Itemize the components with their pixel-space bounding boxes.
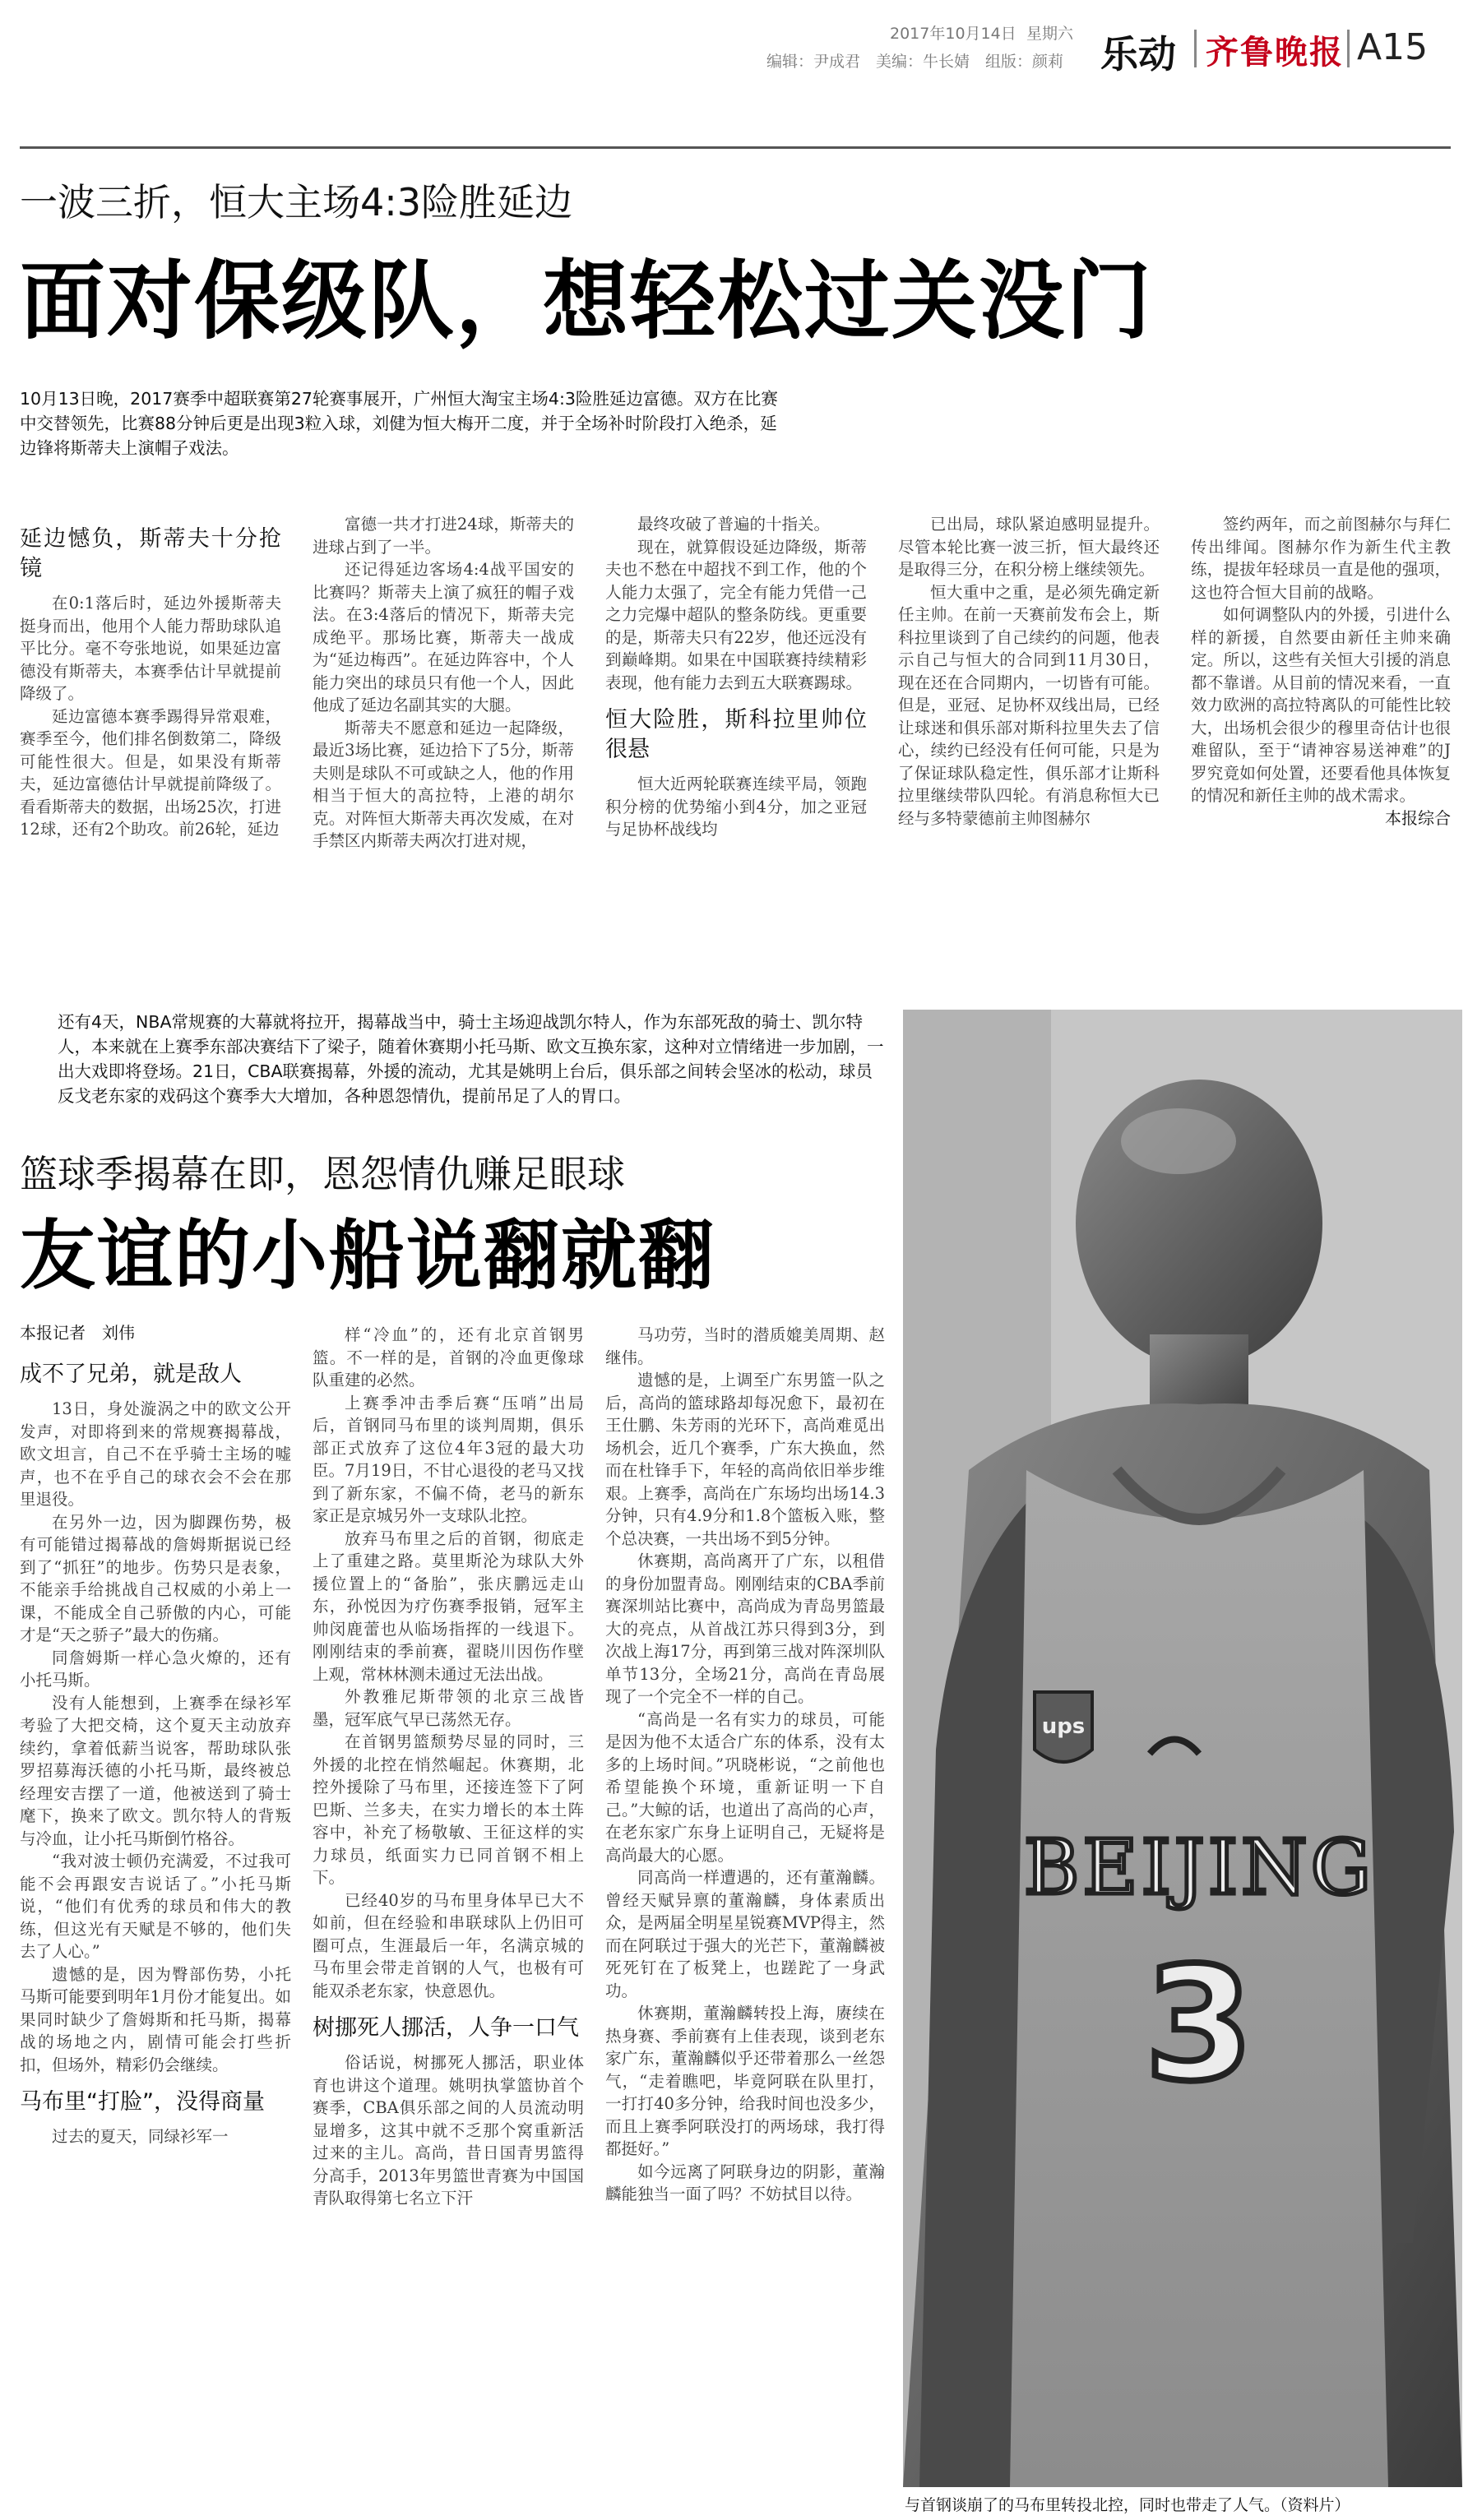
paragraph: 现在，就算假设延边降级，斯蒂夫也不愁在中超找不到工作，他的个人能力太强了，完全有能力凭借一己之力完爆中超队的整条防线。更重要的是，斯蒂夫只有22岁，他还远没有到巅峰期。如果在中国联赛持续精彩表现，他有能力去到五大联赛踢球。 xyxy=(605,537,867,692)
paragraph: 富德一共才打进24球，斯蒂夫的进球占到了一半。 xyxy=(313,515,574,557)
paragraph: 休赛期，高尚离开了广东，以租借的身份加盟青岛。刚刚结束的CBA季前赛深圳站比赛中，高尚成为青岛男篮最大的亮点，从首战江苏只得到3分，到次战上海17分，再到第三战对阵深圳队单节13分，全场21分，高尚在青岛展现了一个完全不一样的自己。 xyxy=(605,1551,885,1706)
paragraph: 外教雅尼斯带领的北京三战皆墨，冠军底气早已荡然无存。 xyxy=(313,1687,584,1729)
paragraph: 在首钢男篮颓势尽显的同时，三外援的北控在悄然崛起。休赛期，北控外援除了马布里，还接连签下了阿巴斯、兰多夫，在实力增长的本土阵容中，补充了杨敬敏、王征这样的实力球员，纸面实力已同首钢不相上下。 xyxy=(313,1732,584,1887)
subheading: 恒大险胜，斯科拉里帅位很悬 xyxy=(605,707,867,762)
paragraph: “高尚是一名有实力的球员，可能是因为他不太适合广东的体系，没有太多的上场时间。”巩晓彬说，“之前他也希望能换个环境，重新证明一下自己。”大鲸的话，也道出了高尚的心声，在老东家广东身上证明自己，无疑将是高尚最大的心愿。 xyxy=(605,1709,885,1865)
masthead-divider xyxy=(1194,30,1197,67)
paragraph: 延边富德本赛季踢得异常艰难，赛季至今，他们排名倒数第二，降级可能性很大。但是，如果没有斯蒂夫，延边富德估计早就提前降级了。看看斯蒂夫的数据，出场25次，打进12球，还有2个助攻。前26轮，延边 xyxy=(20,706,281,839)
paragraph: 最终攻破了普遍的十指关。 xyxy=(637,515,831,534)
story2-column xyxy=(605,1324,885,2499)
player-illustration xyxy=(903,1010,1462,2487)
subheading: 马布里“打脸”，没得商量 xyxy=(20,2089,265,2115)
paragraph: 在0:1落后时，延边外援斯蒂夫挺身而出，他用个人能力帮助球队追平比分。毫不夸张地说，如果延边富德没有斯蒂夫，本赛季估计早就提前降级了。 xyxy=(20,594,281,703)
paragraph: 同詹姆斯一样心急火燎的，还有小托马斯。 xyxy=(20,1648,291,1690)
paragraph: 遗憾的是，上调至广东男篮一队之后，高尚的篮球路却每况愈下，最初在王仕鹏、朱芳雨的光环下，高尚难觅出场机会，近几个赛季，广东大换血，然而在杜锋手下，年轻的高尚依旧举步维艰。上赛季，高尚在广东场均出场14.3分钟，只有4.9分和1.8个篮板入账，整个总决赛，一共出场不到5分钟。 xyxy=(605,1371,885,1548)
paragraph: 过去的夏天，同绿衫军一 xyxy=(52,2127,229,2146)
story1-column xyxy=(313,513,574,932)
paragraph: 放弃马布里之后的首钢，彻底走上了重建之路。莫里斯沦为球队大外援位置上的“备胎”，张庆鹏远走山东，孙悦因为疗伤赛季报销，冠军主帅闵鹿蕾也从临场指挥的一线退下。刚刚结束的季前赛，翟晓川因伤作壁上观，常林林测未通过无法出战。 xyxy=(313,1528,584,1684)
paragraph: 上赛季冲击季后赛“压哨”出局后，首钢同马布里的谈判周期，俱乐部正式放弃了这位4年3冠的最大功臣。7月19日，不甘心退役的老马又找到了新东家，不偏不倚，老马的新东家正是京城另外一支球队北控。 xyxy=(313,1393,584,1525)
paragraph: “我对波士顿仍充满爱，不过我可能不会再跟安吉说话了。”小托马斯说，“他们有优秀的球员和伟大的教练，但这光有天赋是不够的，他们失去了人心。” xyxy=(20,1852,291,1961)
chest-logo: ups xyxy=(1041,1714,1086,1739)
paragraph: 还记得延边客场4:4战平国安的比赛吗？斯蒂夫上演了疯狂的帽子戏法。在3:4落后的情况下，斯蒂夫完成绝平。那场比赛，斯蒂夫一战成为“延边梅西”。在延边阵容中，个人能力突出的球员只有他一个人，因此他成了延边名副其实的大腿。 xyxy=(313,560,574,714)
story2-column xyxy=(313,1324,584,2499)
issue-weekday: 星期六 xyxy=(1026,25,1074,43)
story2-kicker: 篮球季揭幕在即，恩怨情仇赚足眼球 xyxy=(20,1152,625,1196)
source-credit: 本报综合 xyxy=(1385,807,1451,828)
paragraph: 马功劳，当时的潜质媲美周期、赵继伟。 xyxy=(605,1325,885,1367)
paragraph: 恒大近两轮联赛连续平局，领跑积分榜的优势缩小到4分，加之亚冠与足协杯战线均 xyxy=(605,774,867,839)
paragraph: 如今远离了阿联身边的阴影，董瀚麟能独当一面了吗？不妨拭目以待。 xyxy=(605,2162,885,2203)
masthead-divider xyxy=(1347,30,1350,67)
paragraph: 遗憾的是，因为臀部伤势，小托马斯可能要到明年1月份才能复出。如果同时缺少了詹姆斯和托马斯，揭幕战的场地之内，剧情可能会打些折扣，但场外，精彩仍会继续。 xyxy=(20,1964,291,2074)
paragraph: 没有人能想到，上赛季在绿衫军考验了大把交椅，这个夏天主动放弃续约，拿着低薪当说客，帮助球队张罗招募海沃德的小托马斯，最终被总经理安吉摆了一道，他被送到了骑士麾下，换来了欧文。凯尔特人的背叛与冷血，让小托马斯倒竹格谷。 xyxy=(20,1693,291,1848)
story2-lede: 还有4天，NBA常规赛的大幕就将拉开，揭幕战当中，骑士主场迎战凯尔特人，作为东部死敌的骑士、凯尔特人，本来就在上赛季东部决赛结下了梁子，随着休赛期小托马斯、欧文互换东家，这种对立情绪进一步加剧，一出大戏即将登场。21日，CBA联赛揭幕，外援的流动，尤其是姚明上台后，俱乐部之间转会坚冰的松动，球员反戈老东家的戏码这个赛季大大增加，各种恩怨情仇，提前吊足了人的胃口。 xyxy=(58,1012,884,1106)
paragraph: 13日，身处漩涡之中的欧文公开发声，对即将到来的常规赛揭幕战，欧文坦言，自己不在乎骑士主场的嘘声，也不在乎自己的球衣会不会在那里退役。 xyxy=(20,1399,291,1509)
story1-kicker: 一波三折，恒大主场4:3险胜延边 xyxy=(20,180,573,224)
story1-column xyxy=(605,513,867,932)
story2-headline: 友谊的小船说翻就翻 xyxy=(20,1212,716,1300)
paragraph: 如何调整队内的外援，引进什么样的新援，自然要由新任主帅来确定。所以，这些有关恒大引援的消息都不靠谱。从目前的情况来看，一直效力欧洲的高拉特离队的可能性比较大，出场机会很少的穆里奇估计也很难留队，至于“请神容易送神难”的J罗究竟如何处置，还要看他具体恢复的情况和新任主帅的战术需求。 xyxy=(1191,605,1451,805)
story1-headline: 面对保级队，想轻松过关没门 xyxy=(20,251,1154,351)
story1-column xyxy=(20,513,281,932)
ups-logo-icon xyxy=(1035,1692,1092,1762)
jersey-lettering: BEIJING xyxy=(1023,1824,1375,1912)
story1-column xyxy=(1191,513,1451,932)
story1-lede: 10月13日晚，2017赛季中超联赛第27轮赛事展开，广州恒大淘宝主场4:3险胜延边富德。双方在比赛中交替领先，比赛88分钟后更是出现3粒入球，刘健为恒大梅开二度，并于全场补时阶段打入绝杀，延边锋将斯蒂夫上演帽子戏法。 xyxy=(20,389,778,458)
paragraph: 同高尚一样遭遇的，还有董瀚麟。曾经天赋异禀的董瀚麟，身体素质出众，是两届全明星星锐赛MVP得主，然而在阿联过于强大的光芒下，董瀚麟被死死钉在了板凳上，也蹉跎了一身武功。 xyxy=(605,1868,885,2000)
page-number: A15 xyxy=(1357,26,1429,68)
paragraph: 在另外一边，因为脚踝伤势，极有可能错过揭幕战的詹姆斯据说已经到了“抓狂”的地步。伤势只是表象，不能亲手给挑战自己权威的小弟上一课，不能成全自己骄傲的内心，可能才是“天之骄子”最大的伤痛。 xyxy=(20,1512,291,1644)
editor-credits: 编辑：尹成君 美编：牛长婧 组版：颜莉 xyxy=(766,53,1064,71)
paragraph: 俗话说，树挪死人挪活，职业体育也讲这个道理。姚明执掌篮协首个赛季，CBA俱乐部之间的人员流动明显增多，这其中就不乏那个窝重新活过来的主儿。高尚，昔日国青男篮得分高手，2013年男篮世青赛为中国国青队取得第七名立下汗 xyxy=(313,2053,584,2208)
subheading: 成不了兄弟，就是敌人 xyxy=(20,1362,242,1387)
paragraph: 斯蒂夫不愿意和延边一起降级，最近3场比赛，延边拾下了5分，斯蒂夫则是球队不可或缺之人，他的作用相当于恒大的高拉特，上港的胡尔克。对阵恒大斯蒂夫再次发威，在对手禁区内斯蒂夫两次打进对规， xyxy=(313,718,574,850)
story2-column xyxy=(20,1348,291,2499)
top-rule xyxy=(20,146,1451,149)
paragraph: 休赛期，董瀚麟转投上海，赓续在热身赛、季前赛有上佳表现，谈到老东家广东，董瀚麟似乎还带着那么一丝怨气，“走着瞧吧，毕竟阿联在队里打，一打打40多分钟，给我时间也没多少，而且上赛季阿联没打的两场球，我打得都挺好。” xyxy=(605,2004,885,2158)
issue-date: 2017年10月14日 xyxy=(890,25,1016,43)
masthead xyxy=(0,0,1468,79)
paragraph: 样“冷血”的，还有北京首钢男篮。不一样的是，首钢的冷血更像球队重建的必然。 xyxy=(313,1325,584,1389)
paragraph: 签约两年，而之前图赫尔与拜仁传出绯闻。图赫尔作为新生代主教练，提拔年轻球员一直是他的强项，这也符合恒大目前的战略。 xyxy=(1191,515,1451,602)
paragraph: 恒大重中之重，是必须先确定新任主帅。在前一天赛前发布会上，斯科拉里谈到了自己续约的问题，他表示自己与恒大的合同到11月30日，现在还在合同期内，一切皆有可能。但是，亚冠、足协杯双线出局，已经让球迷和俱乐部对斯科拉里失去了信心，续约已经没有任何可能，只是为了保证球队稳定性，俱乐部才让斯科拉里继续带队四轮。有消息称恒大已经与多特蒙德前主帅图赫尔 xyxy=(898,582,1160,828)
paper-logo: 齐鲁晚报 xyxy=(1206,33,1344,72)
paragraph: 已出局，球队紧迫感明显提升。尽管本轮比赛一波三折，恒大最终还是取得三分，在积分榜上继续领先。 xyxy=(898,515,1160,579)
story2-byline: 本报记者 刘伟 xyxy=(20,1323,135,1343)
paragraph: 已经40岁的马布里身体早已大不如前，但在经验和串联球队上仍旧可圈可点，生涯最后一年，名满京城的马布里会带走首钢的人气，也极有可能双杀老东家，快意恩仇。 xyxy=(313,1890,584,2000)
subheading: 延边憾负，斯蒂夫十分抢镜 xyxy=(20,526,281,581)
section-name: 乐动 xyxy=(1100,32,1176,76)
photo-caption: 与首钢谈崩了的马布里转投北控，同时也带走了人气。（资料片） xyxy=(905,2496,1350,2514)
jersey-number: 3 xyxy=(1144,1934,1254,2115)
subheading: 树挪死人挪活，人争一口气 xyxy=(313,2015,579,2041)
story1-column xyxy=(898,513,1160,932)
marbury-photo xyxy=(903,1010,1462,2487)
